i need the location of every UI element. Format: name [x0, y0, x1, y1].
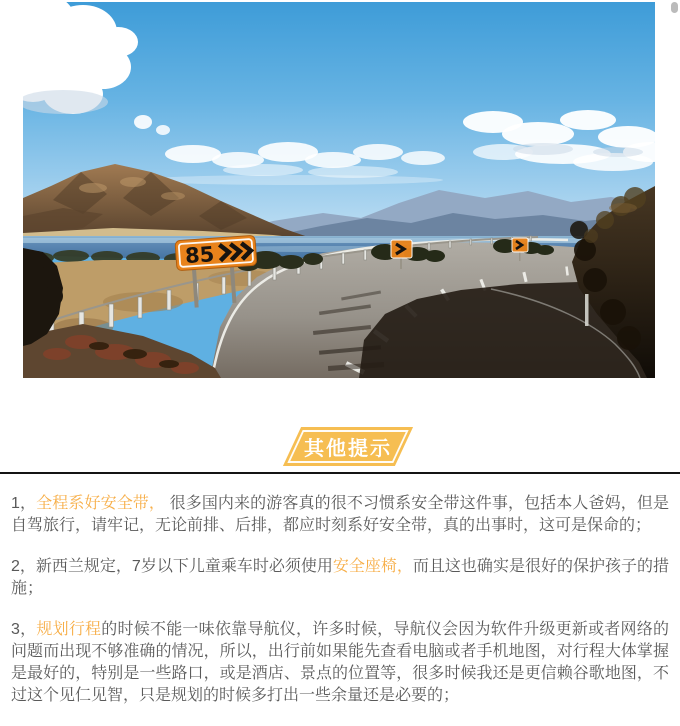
roadside-marker-post — [585, 294, 589, 326]
tip-2-prefix: 2，新西兰规定，7岁以下儿童乘车时必须使用 — [11, 558, 333, 575]
tip-1-highlight: 全程系好安全带， — [36, 495, 166, 512]
section-title: 其他提示 — [304, 438, 392, 460]
tip-paragraph-3 — [11, 619, 669, 707]
hero-photo — [23, 2, 655, 378]
tip-paragraph-2 — [11, 556, 669, 600]
section-ribbon — [283, 427, 413, 466]
foreground-dirt-corner — [23, 324, 221, 378]
tip-3-prefix: 3， — [11, 621, 37, 638]
tip-1-prefix: 1， — [11, 495, 37, 512]
hero-landscape-svg — [23, 2, 655, 378]
tip-2-highlight: 安全座椅， — [332, 558, 413, 575]
section-divider — [0, 472, 680, 474]
article-body — [11, 493, 669, 726]
tip-2-text: 而且这也确实是很好的保护孩子的措施； — [11, 558, 669, 597]
scrollbar-thumb[interactable] — [671, 2, 678, 13]
tip-3-highlight: 规划行程 — [36, 621, 102, 638]
tip-paragraph-1 — [11, 493, 669, 537]
tip-1-text: 很多国内来的游客真的很不习惯系安全带这件事，包括本人爸妈，但是自驾旅行，请牢记，无论前排、后排，都应时刻系好安全带，真的出事时，这可是保命的； — [11, 495, 669, 534]
tip-3-text: 的时候不能一味依靠导航仪，许多时候，导航仪会因为软件升级更新或者网络的问题而出现不够准确的情况，所以，出行前如果能先查看电脑或者手机地图，对行程大体掌握是最好的，特别是一些路口，或是酒店、景点的位置等，很多时候我还是更信赖谷歌地图，不过这个见仁见智，只是规划的时候多打出一些余量还是必要的； — [11, 621, 669, 704]
speed-sign-label: 85 — [184, 242, 216, 269]
